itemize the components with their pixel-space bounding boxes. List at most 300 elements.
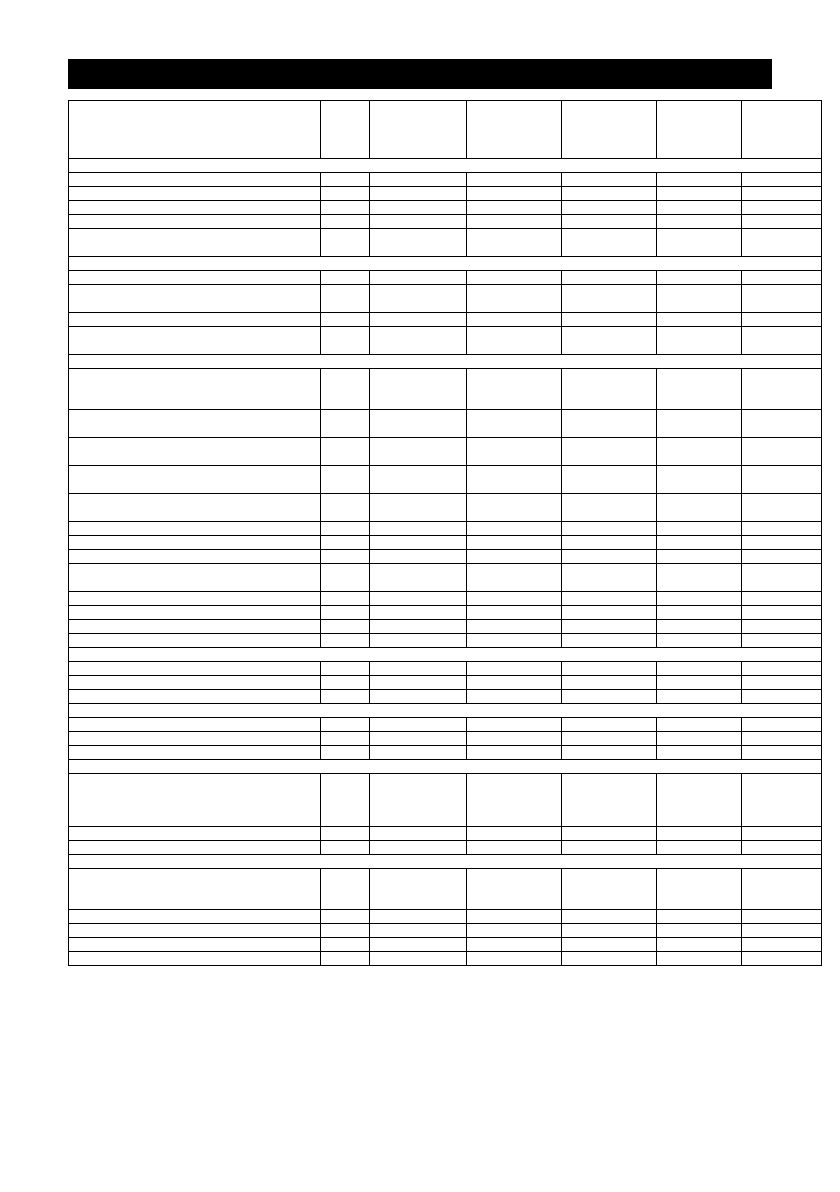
table-cell-value <box>742 327 822 355</box>
table-cell-value <box>467 634 562 648</box>
table-cell-label <box>69 522 321 536</box>
table-cell-value <box>321 271 370 285</box>
table-section-row <box>69 704 822 718</box>
table-cell-value <box>657 173 742 187</box>
table-cell-value <box>370 634 467 648</box>
table-cell-value <box>657 592 742 606</box>
table-row <box>69 173 822 187</box>
table-row <box>69 718 822 732</box>
table-cell-value <box>657 229 742 257</box>
table-cell-value <box>467 536 562 550</box>
table-cell-value <box>370 606 467 620</box>
table-cell-value <box>370 564 467 592</box>
table-cell-value <box>321 746 370 760</box>
table-cell-value <box>657 271 742 285</box>
table-section-cell <box>69 648 822 662</box>
table-cell-value <box>370 494 467 522</box>
table-row <box>69 410 822 438</box>
table-header-row <box>69 101 822 159</box>
table-cell-value <box>370 101 467 159</box>
table-cell-value <box>321 187 370 201</box>
table-cell-value <box>321 732 370 746</box>
table-cell-value <box>742 634 822 648</box>
table-cell-value <box>370 620 467 634</box>
table-cell-value <box>467 746 562 760</box>
table-cell-value <box>562 215 657 229</box>
table-cell-value <box>657 201 742 215</box>
table-row <box>69 606 822 620</box>
table-cell-value <box>321 938 370 952</box>
table-cell-value <box>657 938 742 952</box>
table-cell-label <box>69 732 321 746</box>
table-cell-value <box>657 313 742 327</box>
table-cell-value <box>467 271 562 285</box>
table-row <box>69 662 822 676</box>
table-row <box>69 536 822 550</box>
table-cell-value <box>657 215 742 229</box>
table-cell-label <box>69 410 321 438</box>
table-cell-value <box>657 924 742 938</box>
table-cell-label <box>69 466 321 494</box>
table-cell-label <box>69 173 321 187</box>
table-cell-value <box>467 718 562 732</box>
table-cell-value <box>742 173 822 187</box>
table-cell-value <box>742 827 822 841</box>
table-cell-value <box>562 564 657 592</box>
table-row <box>69 522 822 536</box>
table-cell-value <box>370 410 467 438</box>
table-cell-value <box>562 924 657 938</box>
table-cell-value <box>657 634 742 648</box>
table-cell-value <box>467 869 562 910</box>
table-cell-value <box>657 910 742 924</box>
table-cell-value <box>370 938 467 952</box>
table-cell-label <box>69 827 321 841</box>
table-cell-value <box>370 550 467 564</box>
table-cell-value <box>370 313 467 327</box>
table-cell-value <box>742 606 822 620</box>
table-cell-value <box>742 620 822 634</box>
table-cell-value <box>742 215 822 229</box>
table-cell-value <box>657 690 742 704</box>
table-cell-label <box>69 662 321 676</box>
table-row <box>69 690 822 704</box>
table-cell-label <box>69 229 321 257</box>
table-cell-label <box>69 438 321 466</box>
table-row <box>69 201 822 215</box>
table-cell-value <box>467 101 562 159</box>
table-cell-value <box>321 550 370 564</box>
table-cell-value <box>562 718 657 732</box>
table-row <box>69 187 822 201</box>
table-cell-value <box>657 522 742 536</box>
table-cell-value <box>562 173 657 187</box>
data-table <box>68 100 822 966</box>
table-cell-value <box>562 732 657 746</box>
table-cell-value <box>657 841 742 855</box>
table-row <box>69 827 822 841</box>
table-cell-value <box>467 606 562 620</box>
table-cell-value <box>562 313 657 327</box>
table-cell-value <box>467 466 562 494</box>
table-section-row <box>69 760 822 774</box>
table-row <box>69 924 822 938</box>
table-cell-value <box>370 187 467 201</box>
table-cell-value <box>467 690 562 704</box>
table-cell-value <box>321 215 370 229</box>
table-cell-value <box>321 910 370 924</box>
table-cell-value <box>321 369 370 410</box>
table-row <box>69 494 822 522</box>
table-cell-value <box>321 522 370 536</box>
table-cell-value <box>657 494 742 522</box>
table-cell-value <box>657 774 742 827</box>
table-cell-value <box>370 466 467 494</box>
table-cell-value <box>562 620 657 634</box>
table-cell-value <box>742 550 822 564</box>
table-cell-value <box>370 201 467 215</box>
table-cell-value <box>321 690 370 704</box>
table-cell-value <box>657 466 742 494</box>
table-cell-value <box>742 952 822 966</box>
table-section-cell <box>69 257 822 271</box>
table-cell-label <box>69 620 321 634</box>
table-cell-value <box>370 952 467 966</box>
table-cell-value <box>562 676 657 690</box>
table-cell-value <box>467 187 562 201</box>
table-cell-value <box>467 924 562 938</box>
table-cell-label <box>69 952 321 966</box>
table-cell-value <box>562 201 657 215</box>
table-cell-value <box>562 271 657 285</box>
table-cell-value <box>321 924 370 938</box>
table-cell-value <box>467 173 562 187</box>
table-cell-value <box>370 662 467 676</box>
table-cell-value <box>370 438 467 466</box>
table-cell-value <box>370 369 467 410</box>
table-cell-value <box>321 327 370 355</box>
table-cell-value <box>370 229 467 257</box>
table-cell-value <box>467 676 562 690</box>
table-section-cell <box>69 855 822 869</box>
table-cell-value <box>562 550 657 564</box>
table-cell-value <box>562 634 657 648</box>
table-cell-value <box>321 606 370 620</box>
table-cell-value <box>742 938 822 952</box>
table-cell-value <box>657 536 742 550</box>
table-cell-value <box>657 827 742 841</box>
table-cell-value <box>657 327 742 355</box>
table-cell-value <box>562 494 657 522</box>
table-cell-value <box>321 173 370 187</box>
table-cell-value <box>370 271 467 285</box>
table-cell-label <box>69 718 321 732</box>
table-cell-value <box>370 718 467 732</box>
table-section-row <box>69 648 822 662</box>
table-cell-value <box>657 410 742 438</box>
table-cell-value <box>370 746 467 760</box>
table-cell-value <box>321 564 370 592</box>
table-cell-value <box>321 676 370 690</box>
table-cell-value <box>742 869 822 910</box>
table-cell-value <box>742 201 822 215</box>
table-cell-value <box>321 101 370 159</box>
table-cell-value <box>467 732 562 746</box>
table-cell-value <box>370 690 467 704</box>
table-cell-value <box>467 938 562 952</box>
table-cell-value <box>467 592 562 606</box>
table-cell-value <box>657 732 742 746</box>
table-cell-label <box>69 550 321 564</box>
table-cell-value <box>562 592 657 606</box>
table-cell-value <box>467 494 562 522</box>
table-cell-value <box>370 774 467 827</box>
table-cell-value <box>657 187 742 201</box>
table-cell-value <box>742 732 822 746</box>
table-cell-value <box>562 910 657 924</box>
table-cell-value <box>562 101 657 159</box>
table-cell-value <box>321 841 370 855</box>
table-cell-value <box>321 827 370 841</box>
table-row <box>69 620 822 634</box>
table-cell-label <box>69 606 321 620</box>
table-cell-value <box>657 718 742 732</box>
table-cell-value <box>562 536 657 550</box>
table-cell-value <box>562 410 657 438</box>
table-cell-value <box>562 522 657 536</box>
table-cell-value <box>321 466 370 494</box>
table-cell-value <box>467 910 562 924</box>
table-cell-value <box>657 550 742 564</box>
table-cell-value <box>467 952 562 966</box>
table-cell-value <box>370 676 467 690</box>
table-row <box>69 676 822 690</box>
table-cell-value <box>370 173 467 187</box>
table-cell-value <box>370 215 467 229</box>
table-cell-value <box>742 746 822 760</box>
table-section-row <box>69 355 822 369</box>
table-section-cell <box>69 704 822 718</box>
table-cell-value <box>742 313 822 327</box>
table-row <box>69 869 822 910</box>
table-cell-value <box>657 285 742 313</box>
table-cell-value <box>467 410 562 438</box>
table-cell-value <box>657 438 742 466</box>
table-row <box>69 313 822 327</box>
table-cell-value <box>321 410 370 438</box>
table-section-row <box>69 159 822 173</box>
table-cell-value <box>467 827 562 841</box>
table-cell-label <box>69 592 321 606</box>
table-cell-value <box>657 662 742 676</box>
table-body <box>69 101 822 966</box>
table-cell-value <box>467 229 562 257</box>
table-cell-label <box>69 201 321 215</box>
table-cell-label <box>69 910 321 924</box>
table-row <box>69 327 822 355</box>
table-cell-value <box>562 229 657 257</box>
table-cell-value <box>321 952 370 966</box>
table-cell-value <box>321 536 370 550</box>
table-row <box>69 229 822 257</box>
table-cell-value <box>657 746 742 760</box>
table-cell-label <box>69 690 321 704</box>
table-cell-value <box>742 592 822 606</box>
table-cell-value <box>742 910 822 924</box>
table-cell-value <box>321 718 370 732</box>
table-cell-value <box>467 522 562 536</box>
table-cell-value <box>657 676 742 690</box>
table-cell-value <box>742 494 822 522</box>
table-cell-value <box>742 438 822 466</box>
table-cell-label <box>69 564 321 592</box>
table-cell-value <box>742 522 822 536</box>
table-cell-value <box>467 841 562 855</box>
table-cell-value <box>742 690 822 704</box>
table-row <box>69 634 822 648</box>
table-cell-value <box>742 229 822 257</box>
table-cell-value <box>467 662 562 676</box>
table-cell-value <box>321 285 370 313</box>
table-section-cell <box>69 760 822 774</box>
table-cell-label <box>69 101 321 159</box>
table-section-cell <box>69 355 822 369</box>
table-cell-value <box>562 690 657 704</box>
table-cell-label <box>69 774 321 827</box>
table-cell-value <box>321 438 370 466</box>
table-row <box>69 746 822 760</box>
table-cell-value <box>321 313 370 327</box>
table-cell-value <box>467 564 562 592</box>
table-cell-label <box>69 327 321 355</box>
table-section-cell <box>69 159 822 173</box>
table-cell-label <box>69 285 321 313</box>
table-row <box>69 271 822 285</box>
table-cell-value <box>321 620 370 634</box>
table-cell-label <box>69 676 321 690</box>
table-cell-value <box>321 201 370 215</box>
table-row <box>69 564 822 592</box>
table-cell-value <box>370 910 467 924</box>
table-cell-value <box>370 869 467 910</box>
table-cell-value <box>562 285 657 313</box>
table-cell-value <box>657 869 742 910</box>
table-cell-value <box>742 924 822 938</box>
table-row <box>69 841 822 855</box>
table-section-row <box>69 257 822 271</box>
table-cell-value <box>467 313 562 327</box>
table-cell-value <box>467 285 562 313</box>
table-cell-value <box>370 841 467 855</box>
table-cell-label <box>69 187 321 201</box>
table-cell-value <box>742 285 822 313</box>
table-cell-value <box>321 494 370 522</box>
table-cell-value <box>467 215 562 229</box>
table-cell-value <box>657 369 742 410</box>
table-row <box>69 438 822 466</box>
table-cell-value <box>562 774 657 827</box>
table-cell-value <box>321 634 370 648</box>
table-row <box>69 592 822 606</box>
table-cell-label <box>69 536 321 550</box>
table-row <box>69 550 822 564</box>
table-cell-value <box>370 536 467 550</box>
table-cell-label <box>69 634 321 648</box>
table-cell-value <box>742 676 822 690</box>
table-cell-label <box>69 869 321 910</box>
table-cell-label <box>69 313 321 327</box>
table-cell-value <box>562 369 657 410</box>
table-cell-value <box>742 774 822 827</box>
table-row <box>69 285 822 313</box>
table-cell-label <box>69 938 321 952</box>
table-cell-value <box>562 841 657 855</box>
table-cell-value <box>657 101 742 159</box>
table-cell-value <box>321 229 370 257</box>
table-cell-value <box>657 606 742 620</box>
table-row <box>69 938 822 952</box>
table-cell-value <box>742 536 822 550</box>
table-cell-value <box>742 841 822 855</box>
table-cell-label <box>69 841 321 855</box>
table-cell-value <box>467 438 562 466</box>
table-cell-value <box>742 271 822 285</box>
table-cell-label <box>69 746 321 760</box>
table-cell-value <box>562 746 657 760</box>
table-cell-value <box>370 522 467 536</box>
table-row <box>69 774 822 827</box>
table-row <box>69 952 822 966</box>
table-section-row <box>69 855 822 869</box>
table-cell-value <box>562 606 657 620</box>
table-cell-value <box>562 662 657 676</box>
table-cell-value <box>742 718 822 732</box>
table-cell-value <box>742 564 822 592</box>
table-cell-value <box>562 869 657 910</box>
table-cell-label <box>69 271 321 285</box>
table-cell-value <box>742 369 822 410</box>
table-cell-value <box>467 550 562 564</box>
table-cell-value <box>562 827 657 841</box>
table-cell-label <box>69 924 321 938</box>
table-row <box>69 732 822 746</box>
table-cell-value <box>562 466 657 494</box>
table-row <box>69 369 822 410</box>
table-cell-value <box>742 101 822 159</box>
table-cell-value <box>321 869 370 910</box>
table-cell-value <box>370 732 467 746</box>
table-cell-value <box>467 201 562 215</box>
table-cell-value <box>467 369 562 410</box>
table-cell-value <box>321 592 370 606</box>
table-cell-value <box>562 327 657 355</box>
table-cell-value <box>657 564 742 592</box>
table-cell-label <box>69 494 321 522</box>
table-cell-value <box>370 285 467 313</box>
document-header-bar <box>68 59 772 89</box>
table-cell-value <box>321 774 370 827</box>
table-cell-value <box>562 438 657 466</box>
table-row <box>69 466 822 494</box>
table-cell-value <box>562 187 657 201</box>
table-cell-value <box>370 592 467 606</box>
table-cell-value <box>467 774 562 827</box>
table-row <box>69 215 822 229</box>
table-cell-value <box>321 662 370 676</box>
table-cell-value <box>742 466 822 494</box>
table-cell-value <box>467 327 562 355</box>
table-cell-label <box>69 369 321 410</box>
